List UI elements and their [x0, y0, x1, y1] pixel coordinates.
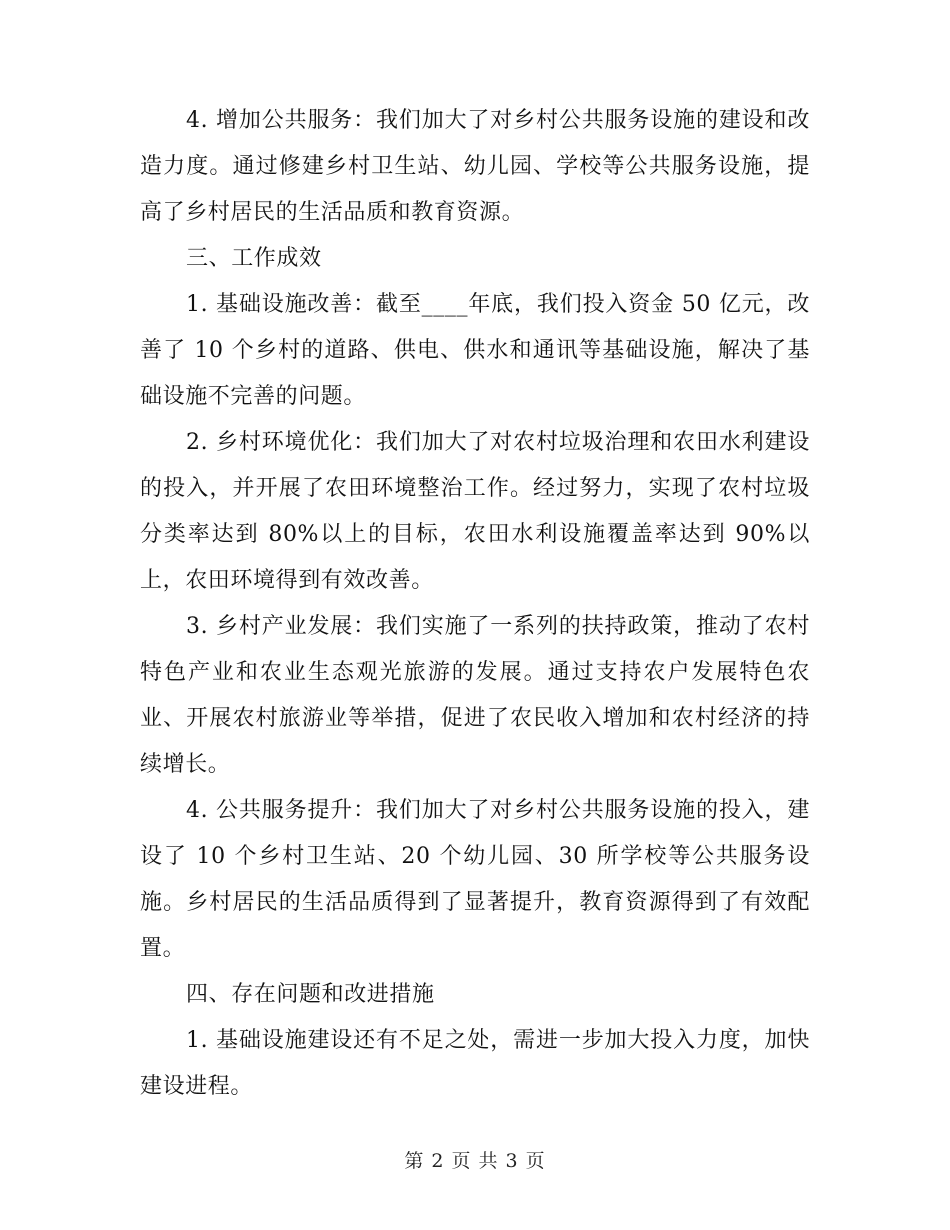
paragraph-environment-optimization: 2. 乡村环境优化：我们加大了对农村垃圾治理和农田水利建设的投入，并开展了农田环境整治工作。经过努力，实现了农村垃圾分类率达到 80%以上的目标，农田水利设施覆盖率达到 90%以上，农田环境得到有效改善。 [140, 430, 810, 593]
paragraph-public-service-upgrade: 4. 公共服务提升：我们加大了对乡村公共服务设施的投入，建设了 10 个乡村卫生站、20 个幼儿园、30 所学校等公共服务设施。乡村居民的生活品质得到了显著提升，教育资源得到了有效配置。 [140, 798, 810, 961]
page-number-footer: 第 2 页 共 3 页 [404, 1150, 546, 1172]
paragraph-industry-development: 3. 乡村产业发展：我们实施了一系列的扶持政策，推动了农村特色产业和农业生态观光旅游的发展。通过支持农户发展特色农业、开展农村旅游业等举措，促进了农民收入增加和农村经济的持续增长。 [140, 614, 810, 777]
paragraph-infrastructure-shortcomings: 1. 基础设施建设还有不足之处，需进一步加大投入力度，加快建设进程。 [140, 1028, 810, 1099]
document-body [140, 98, 810, 1110]
section-heading-problems-improvements: 四、存在问题和改进措施 [186, 982, 435, 1007]
paragraph-infrastructure-improvement: 1. 基础设施改善：截至____年底，我们投入资金 50 亿元，改善了 10 个乡村的道路、供电、供水和通讯等基础设施，解决了基础设施不完善的问题。 [140, 292, 810, 409]
paragraph-public-service-increase: 4. 增加公共服务：我们加大了对乡村公共服务设施的建设和改造力度。通过修建乡村卫生站、幼儿园、学校等公共服务设施，提高了乡村居民的生活品质和教育资源。 [140, 108, 810, 225]
section-heading-work-results: 三、工作成效 [186, 246, 322, 271]
